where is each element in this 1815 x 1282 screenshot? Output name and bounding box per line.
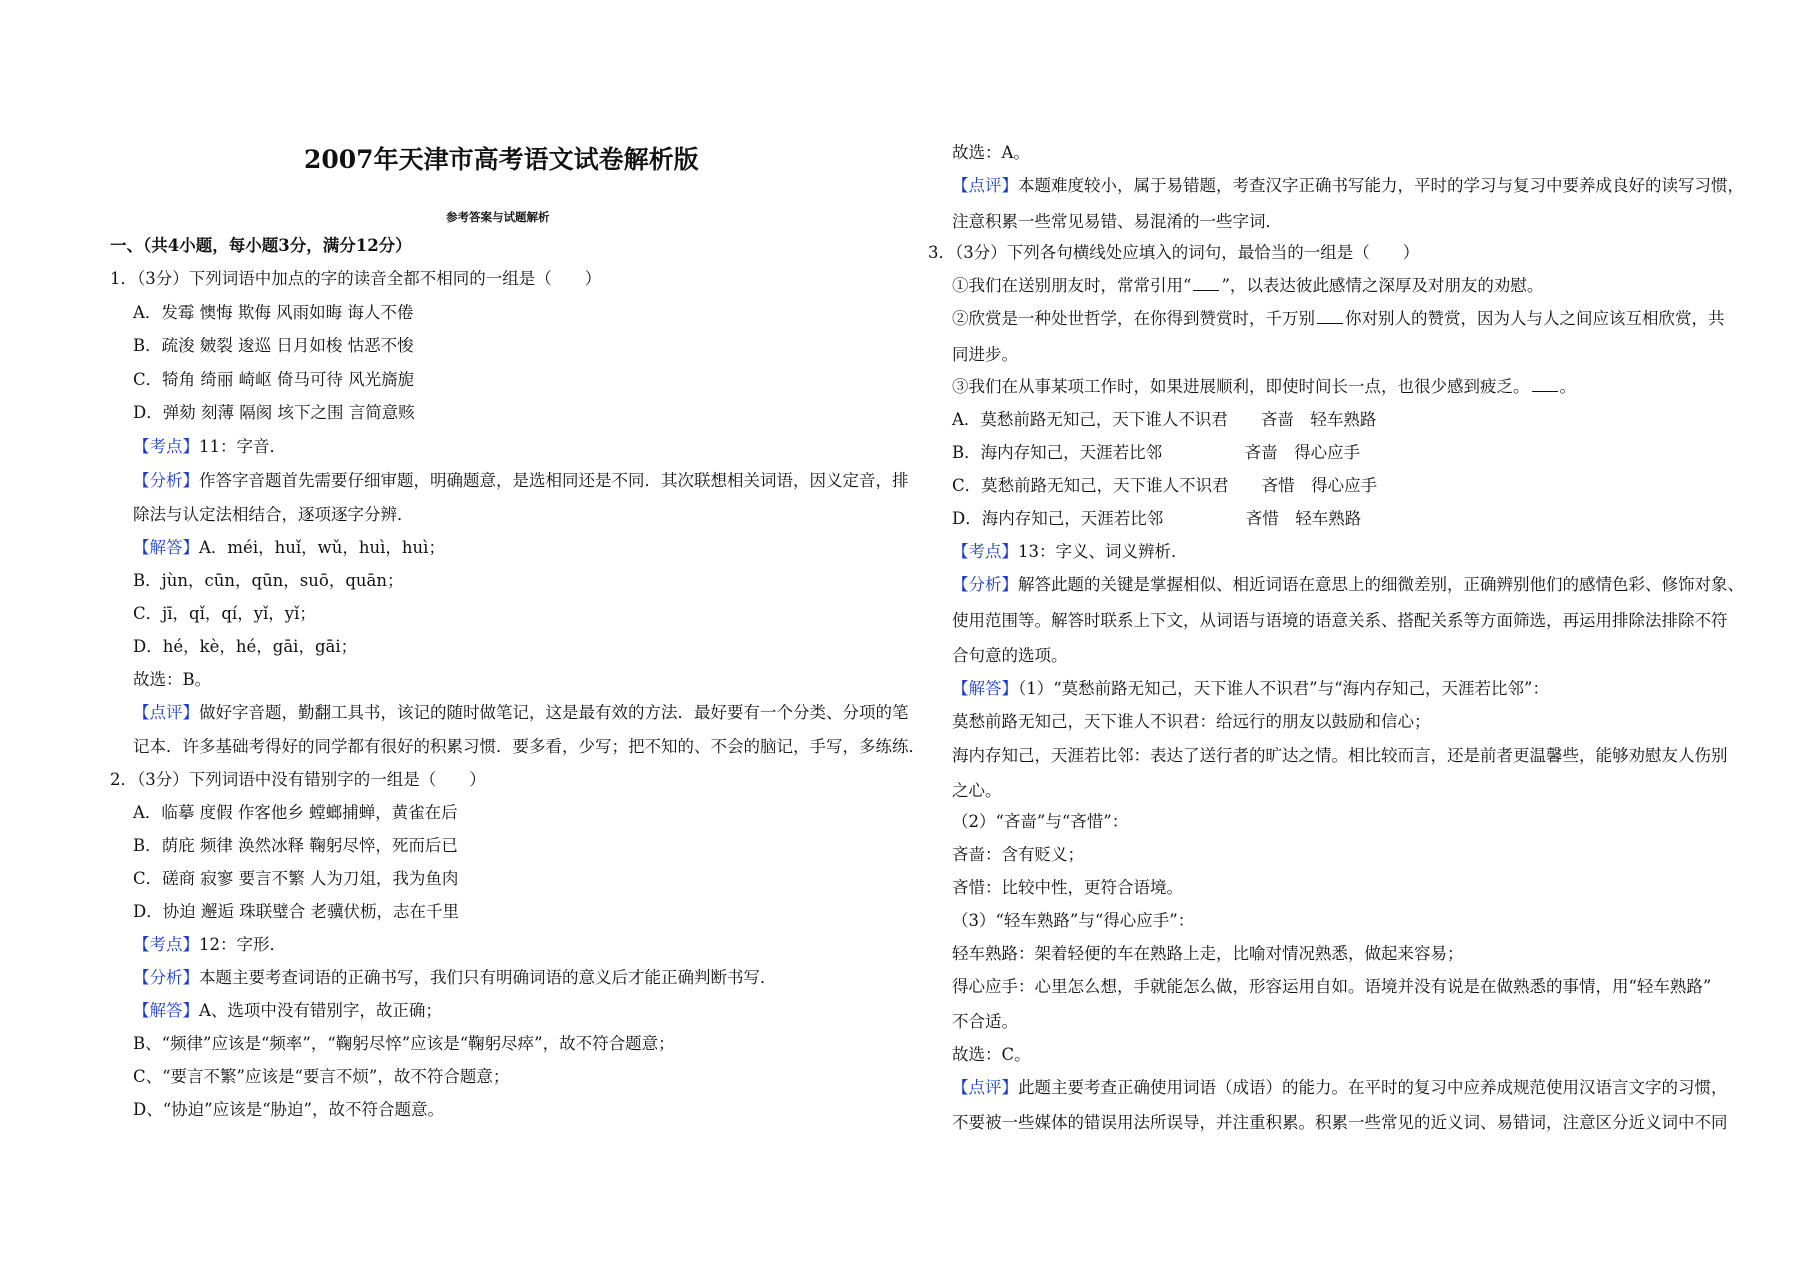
q3-option-c: C．莫愁前路无知己，天下谁人不识君 吝惜 得心应手 (952, 476, 1378, 495)
question-1: 1．（3分）下列词语中加点的字的读音全都不相同的一组是（ ） (110, 269, 602, 288)
blank-2 (1317, 310, 1343, 324)
q3-jieda-line: （2）“吝啬”与“吝惜”： (952, 812, 1129, 831)
q1-jieda-b: B．jùn，cūn，qūn，suō，quān； (133, 571, 404, 590)
q3-dianping-cont: 不要被一些媒体的错误用法所误导，并注重积累。积累一些常见的近义词、易错词，注意区分近义词中不同 (952, 1113, 1728, 1132)
q1-option-c: C．犄角 绮丽 崎岖 倚马可待 风光旖旎 (133, 370, 415, 389)
q3-jieda-line: 海内存知己，天涯若比邻：表达了送行者的旷达之情。相比较而言，还是前者更温馨些，能够劝慰友人伤别 (952, 746, 1728, 765)
q2-kaodian: 【考点】12：字形． (133, 935, 286, 954)
q3-jieda-line: （3）“轻车熟路”与“得心应手”： (952, 911, 1195, 930)
q2-dianping: 【点评】本题难度较小，属于易错题，考查汉字正确书写能力，平时的学习与复习中要养成良好的读写习惯， (952, 176, 1744, 195)
q2-option-a: A．临摹 度假 作客他乡 螳螂捕蝉，黄雀在后 (133, 803, 458, 822)
q2-answer: 故选：A。 (952, 143, 1030, 162)
section-heading: 一、（共4小题，每小题3分，满分12分） (110, 236, 412, 255)
q2-jieda: 【解答】A、选项中没有错别字，故正确； (133, 1001, 442, 1020)
q1-jieda-c: C．jī，qǐ，qí，yǐ，yǐ； (133, 604, 316, 623)
q3-sentence-1: ①我们在送别朋友时，常常引用“ ”，以表达彼此感情之深厚及对朋友的劝慰。 (952, 276, 1544, 295)
dianping-tag: 【点评】 (133, 703, 199, 722)
q2-option-d: D．协迫 邂逅 珠联璧合 老骥伏枥，志在千里 (133, 902, 459, 921)
q3-option-a: A．莫愁前路无知己，天下谁人不识君 吝啬 轻车熟路 (952, 410, 1377, 429)
page-title: 2007年天津市高考语文试卷解析版 (304, 145, 699, 174)
q2-dianping-cont: 注意积累一些常见易错、易混淆的一些字词． (952, 212, 1282, 231)
q3-sentence-2: ②欣赏是一种处世哲学，在你得到赞赏时，千万别 你对别人的赞赏，因为人与人之间应该互相欣赏，共 (952, 309, 1725, 328)
fenxi-tag: 【分析】 (133, 471, 199, 490)
q3-option-b: B．海内存知己，天涯若比邻 吝啬 得心应手 (952, 443, 1361, 462)
q3-jieda: 【解答】（1）“莫愁前路无知己，天下谁人不识君”与“海内存知己，天涯若比邻”： (952, 679, 1549, 698)
q3-fenxi: 【分析】解答此题的关键是掌握相似、相近词语在意思上的细微差别，正确辨别他们的感情色彩、修饰对象、 (952, 575, 1744, 594)
question-3: 3．（3分）下列各句横线处应填入的词句，最恰当的一组是（ ） (928, 243, 1420, 262)
q1-option-b: B．疏浚 皴裂 逡巡 日月如梭 怙恶不悛 (133, 336, 414, 355)
q3-jieda-line: 之心。 (952, 781, 1002, 800)
q1-fenxi: 【分析】作答字音题首先需要仔细审题，明确题意，是选相同还是不同．其次联想相关词语，因义定音，排 (133, 471, 909, 490)
q2-jieda-c: C、“要言不繁”应该是“要言不烦”，故不符合题意； (133, 1067, 510, 1086)
q2-fenxi: 【分析】本题主要考查词语的正确书写，我们只有明确词语的意义后才能正确判断书写． (133, 968, 777, 987)
q2-option-b: B．荫庇 频律 涣然冰释 鞠躬尽悴，死而后已 (133, 836, 458, 855)
q1-dianping-cont: 记本．许多基础考得好的同学都有很好的积累习惯．要多看，少写；把不知的、不会的脑记，手写，多练练． (133, 737, 925, 756)
q1-fenxi-cont: 除法与认定法相结合，逐项逐字分辨． (133, 505, 414, 524)
q3-sentence-3: ③我们在从事某项工作时，如果进展顺利，即使时间长一点，也很少感到疲乏。 。 (952, 377, 1576, 396)
q3-option-d: D．海内存知己，天涯若比邻 吝惜 轻车熟路 (952, 509, 1362, 528)
q3-jieda-line: 吝惜：比较中性，更符合语境。 (952, 878, 1183, 897)
blank-1 (1193, 277, 1219, 291)
q3-jieda-line: 得心应手：心里怎么想，手就能怎么做，形容运用自如。语境并没有说是在做熟悉的事情，用“轻车熟路” (952, 977, 1712, 996)
q2-jieda-b: B、“频律”应该是“频率”，“鞠躬尽悴”应该是“鞠躬尽瘁”，故不符合题意； (133, 1034, 675, 1053)
q1-dianping: 【点评】做好字音题，勤翻工具书，该记的随时做笔记，这是最有效的方法．最好要有一个分类、分项的笔 (133, 703, 909, 722)
q1-option-d: D．弹劾 刻薄 隔阂 垓下之围 言简意赅 (133, 403, 415, 422)
q3-jieda-line: 吝啬：含有贬义； (952, 845, 1084, 864)
question-2: 2．（3分）下列词语中没有错别字的一组是（ ） (110, 770, 486, 789)
q3-fenxi-cont-2: 合句意的选项。 (952, 646, 1068, 665)
q2-option-c: C．磋商 寂寥 要言不繁 人为刀俎，我为鱼肉 (133, 869, 459, 888)
q1-jieda-d: D．hé，kè，hé，gāi，gāi； (133, 637, 358, 656)
q3-jieda-line: 莫愁前路无知己，天下谁人不识君：给远行的朋友以鼓励和信心； (952, 712, 1431, 731)
q3-jieda-line: 不合适。 (952, 1012, 1018, 1031)
q2-jieda-d: D、“协迫”应该是“胁迫”，故不符合题意。 (133, 1100, 444, 1119)
q3-fenxi-cont: 使用范围等。解答时联系上下文，从词语与语境的语意关系、搭配关系等方面筛选，再运用排除法排除不符 (952, 611, 1728, 630)
q1-answer: 故选：B。 (133, 670, 212, 689)
q3-dianping: 【点评】此题主要考查正确使用词语（成语）的能力。在平时的复习中应养成规范使用汉语言文字的习惯， (952, 1078, 1728, 1097)
q3-answer: 故选：C。 (952, 1045, 1031, 1064)
kaodian-tag: 【考点】 (133, 437, 199, 456)
blank-3 (1532, 378, 1558, 392)
q1-kaodian: 【考点】11：字音． (133, 437, 286, 456)
page-subtitle: 参考答案与试题解析 (446, 210, 550, 224)
q1-jieda: 【解答】A．méi，huǐ，wǔ，huì，huì； (133, 538, 445, 557)
jieda-tag: 【解答】 (133, 538, 199, 557)
q3-kaodian: 【考点】13：字义、词义辨析． (952, 542, 1188, 561)
q3-jieda-line: 轻车熟路：架着轻便的车在熟路上走，比喻对情况熟悉，做起来容易； (952, 944, 1464, 963)
q1-option-a: A．发霉 懊悔 欺侮 风雨如晦 诲人不倦 (133, 303, 414, 322)
q3-sentence-2-cont: 同进步。 (952, 345, 1018, 364)
